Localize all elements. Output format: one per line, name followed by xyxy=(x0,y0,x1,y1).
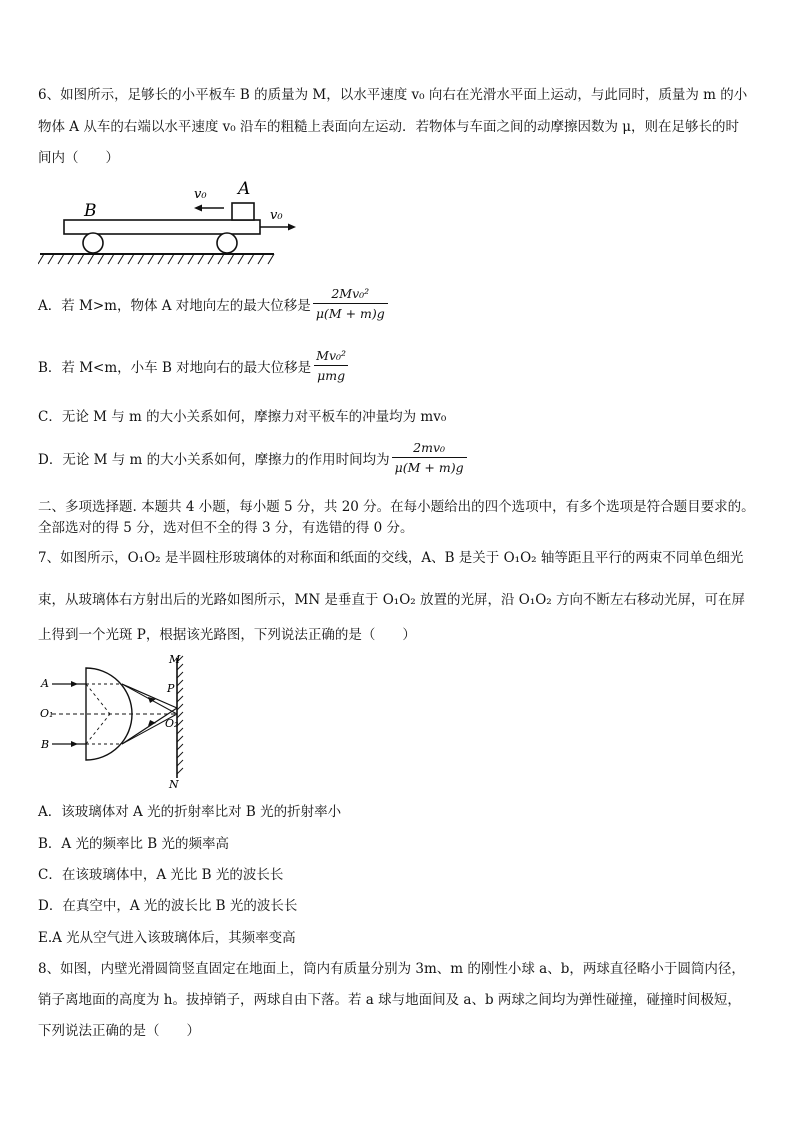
q7-line-3: 上得到一个光斑 P，根据该光路图，下列说法正确的是（ ） xyxy=(38,627,416,643)
q7-optics-figure xyxy=(38,648,198,790)
q6-option-b xyxy=(38,348,349,383)
q8-line-1: 8、如图，内壁光滑圆筒竖直固定在地面上，筒内有质量分别为 3m、m 的刚性小球 a、b，两球直径略小于圆筒内径， xyxy=(38,961,745,977)
q6-cart-figure xyxy=(38,172,308,272)
label-o1: O₁ xyxy=(40,707,54,720)
fraction-denominator: μ(M + m)g xyxy=(313,303,388,321)
fraction-denominator: μ(M + m)g xyxy=(392,457,467,475)
q7-option-e: E.A 光从空气进入该玻璃体后，其频率变高 xyxy=(38,930,296,946)
fraction xyxy=(313,348,349,383)
q7-option-d: D．在真空中，A 光的波长比 B 光的波长长 xyxy=(38,898,298,914)
q6-line-3: 间内（ ） xyxy=(38,150,119,166)
q7-line-1: 7、如图所示，O₁O₂ 是半圆柱形玻璃体的对称面和纸面的交线，A、B 是关于 O₁O₂ 轴等距且平行的两束不同单色细光 xyxy=(38,550,744,566)
q8-line-3: 下列说法正确的是（ ） xyxy=(38,1023,200,1039)
option-text: B．若 M<m，小车 B 对地向右的最大位移是 xyxy=(38,359,312,376)
q6-option-d xyxy=(38,440,467,475)
section2-line-2: 全部选对的得 5 分，选对但不全的得 3 分，有选错的得 0 分。 xyxy=(38,520,414,536)
label-o2: O₂ xyxy=(165,717,179,730)
q8-line-2: 销子离地面的高度为 h。拔掉销子，两球自由下落。若 a 球与地面间及 a、b 两球之间均为弹性碰撞，碰撞时间极短， xyxy=(38,992,741,1008)
label-v-left: v₀ xyxy=(194,187,207,202)
fraction-numerator: Mv₀² xyxy=(316,348,347,363)
q7-option-a: A．该玻璃体对 A 光的折射率比对 B 光的折射率小 xyxy=(38,804,342,820)
fraction-numerator: 2Mv₀² xyxy=(331,286,370,301)
label-b: B xyxy=(84,201,97,221)
label-p: P xyxy=(167,682,175,695)
q7-line-2: 束，从玻璃体右方射出后的光路如图所示，MN 是垂直于 O₁O₂ 放置的光屏，沿 O₁O₂ 方向不断左右移动光屏，可在屏 xyxy=(38,592,746,608)
fraction xyxy=(392,440,467,475)
q6-option-a xyxy=(38,286,388,321)
option-text: D．无论 M 与 m 的大小关系如何，摩擦力的作用时间均为 xyxy=(38,451,390,468)
label-b: B xyxy=(41,738,50,751)
section2-line-1: 二、多项选择题. 本题共 4 小题，每小题 5 分，共 20 分。在每小题给出的四个选项中，有多个选项是符合题目要求的。 xyxy=(38,499,755,515)
label-a: A xyxy=(41,677,49,690)
fraction-denominator: μmg xyxy=(314,365,348,383)
q7-option-b: B．A 光的频率比 B 光的频率高 xyxy=(38,836,229,852)
option-text: A．若 M>m，物体 A 对地向左的最大位移是 xyxy=(38,297,311,314)
q7-option-c: C．在该玻璃体中，A 光比 B 光的波长长 xyxy=(38,867,284,883)
fraction xyxy=(313,286,388,321)
q6-line-1: 6、如图所示，足够长的小平板车 B 的质量为 M，以水平速度 v₀ 向右在光滑水平面上运动，与此同时，质量为 m 的小 xyxy=(38,87,748,103)
q6-line-2: 物体 A 从车的右端以水平速度 v₀ 沿车的粗糙上表面向左运动．若物体与车面之间的动摩擦因数为 μ，则在足够长的时 xyxy=(38,119,740,135)
q6-option-c: C．无论 M 与 m 的大小关系如何，摩擦力对平板车的冲量均为 mv₀ xyxy=(38,409,447,425)
label-v-right: v₀ xyxy=(270,208,283,223)
fraction-numerator: 2mv₀ xyxy=(413,440,446,455)
label-a: A xyxy=(238,179,251,199)
label-m: M xyxy=(169,653,181,666)
label-n: N xyxy=(169,778,179,790)
